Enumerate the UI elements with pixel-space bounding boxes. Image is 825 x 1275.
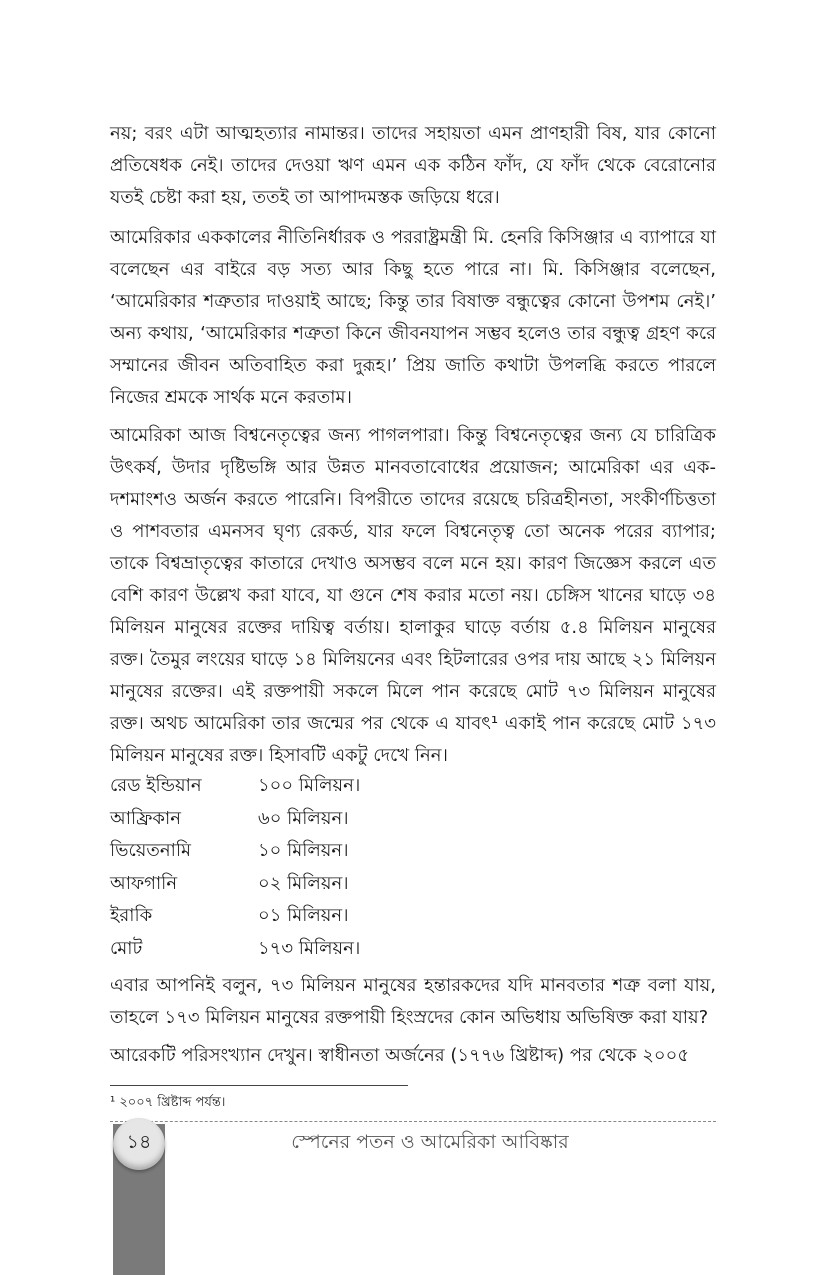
footnote-divider <box>110 1085 408 1086</box>
tally-row <box>110 803 510 836</box>
footnote: ¹ ২০০৭ খ্রিষ্টাব্দ পর্যন্ত। <box>110 1095 226 1110</box>
tally-row <box>110 868 510 901</box>
footer-divider <box>110 1121 716 1122</box>
tally-label: ভিয়েতনামি <box>110 840 192 862</box>
tally-label: ইরাকি <box>110 905 153 927</box>
tally-total-row <box>110 933 510 966</box>
tally-value: ০১ মিলিয়ন। <box>258 905 349 927</box>
tally-row <box>110 900 510 933</box>
paragraph-text: আরেকটি পরিসংখ্যান দেখুন। স্বাধীনতা অর্জনের (১৭৭৬ খ্রিষ্টাব্দ) পর থেকে ২০০৫ <box>110 1045 690 1066</box>
paragraph-text: আমেরিকা আজ বিশ্বনেতৃত্বের জন্য পাগলপারা। কিন্তু বিশ্বনেতৃত্বের জন্য যে চারিত্রিক উৎকর্ষ, উদার দৃষ্টিভঙ্গি আর উন্নত মানবতাবোধের প্রয়োজন; আমেরিকা এর এক-দশমাংশও অর্জন করতে পারেনি। বিপরীতে তাদের রয়েছে চরিত্রহীনতা, সংকীর্ণচিত্ততা ও পাশবতার এমনসব ঘৃণ্য রেকর্ড, যার ফলে বিশ্বনেতৃত্ব তো অনেক পরের ব্যাপার; তাকে বিশ্বভ্রাতৃত্বের কাতারে দেখাও অসম্ভব বলে মনে হয়। কারণ জিজ্ঞেস করলে এত বেশি কারণ উল্লেখ করা যাবে, যা গুনে শেষ করার মতো নয়। চেঙ্গিস খানের ঘাড়ে ৩৪ মিলিয়ন মানুষের রক্তের দায়িত্ব বর্তায়। হালাকুর ঘাড়ে বর্তায় ৫.৪ মিলিয়ন মানুষের রক্ত। তৈমুর লংয়ের ঘাড়ে ১৪ মিলিয়নের এবং হিটলারের ওপর দায় আছে ২১ মিলিয়ন মানুষের রক্তের। এই রক্তপায়ী সকলে মিলে পান করেছে মোট ৭৩ মিলিয়ন মানুষের রক্ত। অথচ আমেরিকা তার জন্মের পর থেকে এ যাবৎ¹ একাই পান করেছে মোট ১৭৩ মিলিয়ন মানুষের রক্ত। হিসাবটি একটু দেখে নিন। <box>110 425 716 766</box>
tally-row <box>110 770 510 803</box>
tally-label: আফ্রিকান <box>110 807 181 829</box>
body-paragraph <box>110 970 716 1034</box>
paragraph-text: নয়; বরং এটা আত্মহত্যার নামান্তর। তাদের সহায়তা এমন প্রাণহারী বিষ, যার কোনো প্রতিষেধক নেই। তাদের দেওয়া ঋণ এমন এক কঠিন ফাঁদ, যে ফাঁদ থেকে বেরোনোর যতই চেষ্টা করা হয়, ততই তা আপাদমস্তক জড়িয়ে ধরে। <box>110 123 716 208</box>
tally-label: আফগানি <box>110 872 178 894</box>
tally-label: রেড ইন্ডিয়ান <box>110 775 202 796</box>
paragraph-text: আমেরিকার এককালের নীতিনির্ধারক ও পররাষ্ট্রমন্ত্রী মি. হেনরি কিসিঞ্জার এ ব্যাপারে যা বলেছেন এর বাইরে বড় সত্য আর কিছু হতে পারে না। মি. কিসিঞ্জার বলেছেন, ‘আমেরিকার শত্রুতার দাওয়াই আছে; কিন্তু তার বিষাক্ত বন্ধুত্বের কোনো উপশম নেই।’ অন্য কথায়, ‘আমেরিকার শত্রুতা কিনে জীবনযাপন সম্ভব হলেও তার বন্ধুত্ব গ্রহণ করে সম্মানের জীবন অতিবাহিত করা দুরূহ।’ প্রিয় জাতি কথাটা উপলব্ধি করতে পারলে নিজের শ্রমকে সার্থক মনে করতাম। <box>110 227 716 408</box>
tally-value: ১০০ মিলিয়ন। <box>258 775 361 796</box>
body-paragraph <box>110 222 716 414</box>
body-paragraph <box>110 420 716 772</box>
page-number: ১৪ <box>113 1118 165 1170</box>
tally-row <box>110 835 510 868</box>
body-paragraph <box>110 118 716 214</box>
running-title: স্পেনের পতন ও আমেরিকা আবিষ্কার <box>291 1131 569 1153</box>
tally-value: ১০ মিলিয়ন। <box>258 840 349 862</box>
paragraph-text: এবার আপনিই বলুন, ৭৩ মিলিয়ন মানুষের হন্তারকদের যদি মানবতার শত্রু বলা যায়, তাহলে ১৭৩ মিলিয়ন মানুষের রক্তপায়ী হিংস্রদের কোন অভিধায় অভিষিক্ত করা যায়? <box>110 975 716 1028</box>
tally-label: মোট <box>110 937 143 959</box>
body-paragraph <box>110 1040 716 1072</box>
tally-value: ০২ মিলিয়ন। <box>258 872 349 894</box>
casualty-tally-list <box>110 770 510 966</box>
tally-value: ১৭৩ মিলিয়ন। <box>258 937 361 959</box>
tally-value: ৬০ মিলিয়ন। <box>258 807 349 829</box>
